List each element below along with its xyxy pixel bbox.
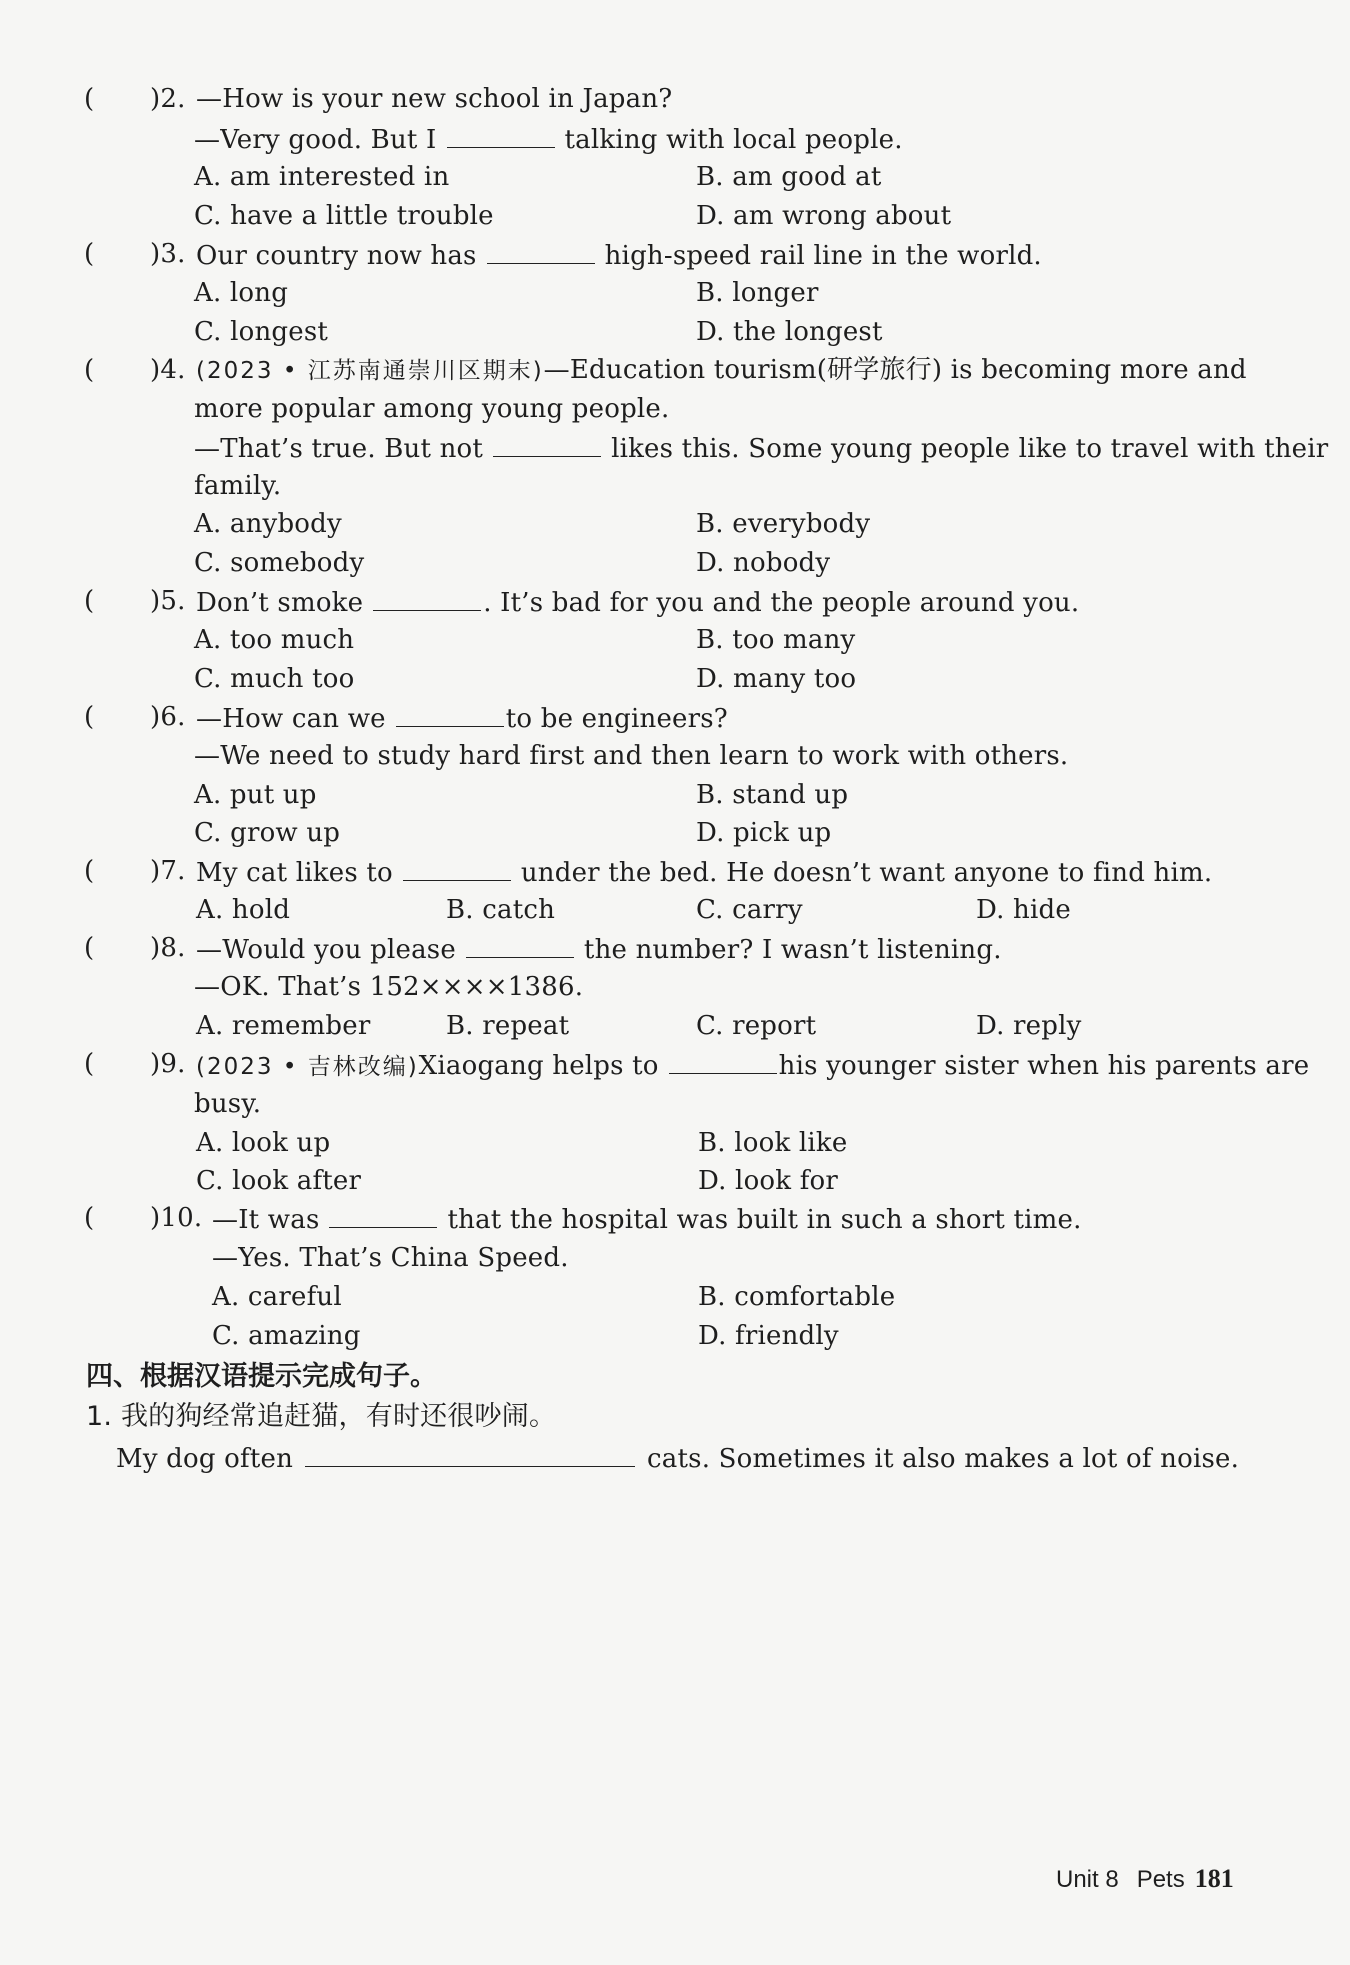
option-b[interactable]: B. longer [696, 278, 819, 308]
question-number: )10. [150, 1203, 203, 1233]
option-d[interactable]: D. the longest [696, 317, 883, 347]
answer-paren: ( [84, 586, 95, 616]
option-b[interactable]: B. too many [696, 625, 856, 655]
option-a[interactable]: A. am interested in [194, 162, 450, 192]
question-number: )4. [150, 355, 186, 385]
option-a[interactable]: A. look up [196, 1128, 331, 1158]
question-2-reply: —Very good. But I talking with local people. [194, 121, 903, 157]
answer-paren: ( [84, 1203, 95, 1233]
option-c[interactable]: C. much too [194, 664, 355, 694]
option-c[interactable]: C. carry [696, 895, 803, 925]
question-stem: —How is your new school in Japan? [196, 84, 673, 114]
question-number: )7. [150, 856, 186, 886]
exercise-sentence: My dog often cats. Sometimes it also makes a lot of noise. [116, 1440, 1239, 1476]
page-footer [1056, 1864, 1234, 1895]
answer-paren: ( [84, 702, 95, 732]
option-a[interactable]: A. anybody [194, 509, 342, 539]
option-c[interactable]: C. amazing [212, 1321, 361, 1351]
option-b[interactable]: B. catch [446, 895, 556, 925]
option-a[interactable]: A. long [194, 278, 289, 308]
question-number: )6. [150, 702, 186, 732]
question-number: )3. [150, 239, 186, 269]
answer-paren: ( [84, 1049, 95, 1079]
option-c[interactable]: C. report [696, 1011, 817, 1041]
option-d[interactable]: D. many too [696, 664, 857, 694]
option-a[interactable]: A. hold [196, 895, 291, 925]
option-c[interactable]: C. have a little trouble [194, 201, 494, 231]
answer-paren: ( [84, 856, 95, 886]
footer-topic: Pets [1136, 1866, 1185, 1893]
question-4-cont: more popular among young people. [194, 394, 670, 424]
option-a[interactable]: A. careful [212, 1282, 342, 1312]
answer-blank[interactable] [466, 931, 574, 958]
option-d[interactable]: D. hide [976, 895, 1071, 925]
question-source: (2023 • 江苏南通崇川区期末) [196, 358, 544, 384]
question-9-cont: busy. [194, 1089, 262, 1119]
answer-paren: ( [84, 355, 95, 385]
question-number: )8. [150, 933, 186, 963]
answer-paren: ( [84, 239, 95, 269]
option-b[interactable]: B. look like [698, 1128, 848, 1158]
question-10-reply: —Yes. That’s China Speed. [212, 1243, 569, 1273]
option-c[interactable]: C. look after [196, 1166, 362, 1196]
question-8-reply: —OK. That’s 152××××1386. [194, 972, 584, 1002]
option-a[interactable]: A. put up [194, 780, 317, 810]
question-number: )9. [150, 1049, 186, 1079]
answer-blank[interactable] [487, 237, 595, 264]
answer-paren: ( [84, 84, 95, 114]
option-b[interactable]: B. repeat [446, 1011, 570, 1041]
question-4-reply-cont: family. [194, 471, 282, 501]
worksheet-page: ( )2. —How is your new school in Japan? —Very good. But I talking with local people. A. am interested in B. am good at C. have a little trouble D. am wrong about ( )3. Our country now has high-speed rail line in the world. A. long B. longer C. longest D. the longest ( )4. (2023 • 江苏南通崇川区期末)—Education tourism(研学旅行) is becoming more and more popular among young people. —That’s true. But not likes this. Some young people like to travel with their family. A. anybody B. everybody C. somebody D. nobody ( )5. Don’t smoke . It’s bad for you and the people around you. A. too much B. too many C. much too D. many too ( )6. —How can we to be engineers? —We need to study hard first and then learn to work with others. A. put up B. stand up C. grow up D. pick up ( )7. My cat likes to under the bed. He doesn’t want anyone to find him. A. hold B. catch C. carry D. hide ( )8. —Would you please the number? I wasn’t listening. —OK. That’s 152××××1386. A. remember B. repeat C. report D. reply ( )9. (2023 • 吉林改编)Xiaogang helps to his younger sister when his parents are busy. A. look up B. look like C. look after D. look for ( )10. —It was that the hospital was built in such a short time. —Yes. That’s China Speed. A. careful B. comfortable C. amazing D. friendly 四、根据汉语提示完成句子。 1. 我的狗经常追赶猫，有时还很吵闹。 My dog often cats. Sometimes it also makes a lot of noise. Unit 8 Pets 181 [84, 84, 1329, 1893]
question-number: )5. [150, 586, 186, 616]
option-c[interactable]: C. grow up [194, 818, 341, 848]
answer-blank[interactable] [447, 121, 555, 148]
option-b[interactable]: B. comfortable [698, 1282, 896, 1312]
exercise-prompt-cn: 1. 我的狗经常追赶猫，有时还很吵闹。 [86, 1401, 557, 1432]
option-c[interactable]: C. somebody [194, 548, 365, 578]
option-d[interactable]: D. look for [698, 1166, 838, 1196]
answer-blank[interactable] [305, 1440, 635, 1467]
option-a[interactable]: A. remember [196, 1011, 371, 1041]
option-d[interactable]: D. pick up [696, 818, 832, 848]
section-title: 四、根据汉语提示完成句子。 [86, 1361, 437, 1392]
option-d[interactable]: D. am wrong about [696, 201, 952, 231]
option-b[interactable]: B. stand up [696, 780, 849, 810]
question-number: )2. [150, 84, 186, 114]
question-source: (2023 • 吉林改编) [196, 1054, 419, 1080]
answer-blank[interactable] [403, 854, 511, 881]
option-c[interactable]: C. longest [194, 317, 329, 347]
question-6-reply: —We need to study hard first and then learn to work with others. [194, 741, 1069, 771]
answer-blank[interactable] [373, 584, 481, 611]
footer-unit: Unit 8 [1056, 1866, 1119, 1893]
option-d[interactable]: D. nobody [696, 548, 831, 578]
answer-blank[interactable] [329, 1201, 437, 1228]
answer-blank[interactable] [396, 700, 504, 727]
answer-blank[interactable] [493, 430, 601, 457]
question-4-reply: —That’s true. But not likes this. Some young people like to travel with their [194, 430, 1328, 466]
option-d[interactable]: D. reply [976, 1011, 1082, 1041]
option-d[interactable]: D. friendly [698, 1321, 839, 1351]
answer-blank[interactable] [669, 1047, 777, 1074]
option-a[interactable]: A. too much [194, 625, 355, 655]
answer-paren: ( [84, 933, 95, 963]
option-b[interactable]: B. am good at [696, 162, 882, 192]
option-b[interactable]: B. everybody [696, 509, 871, 539]
page-number: 181 [1194, 1864, 1234, 1893]
